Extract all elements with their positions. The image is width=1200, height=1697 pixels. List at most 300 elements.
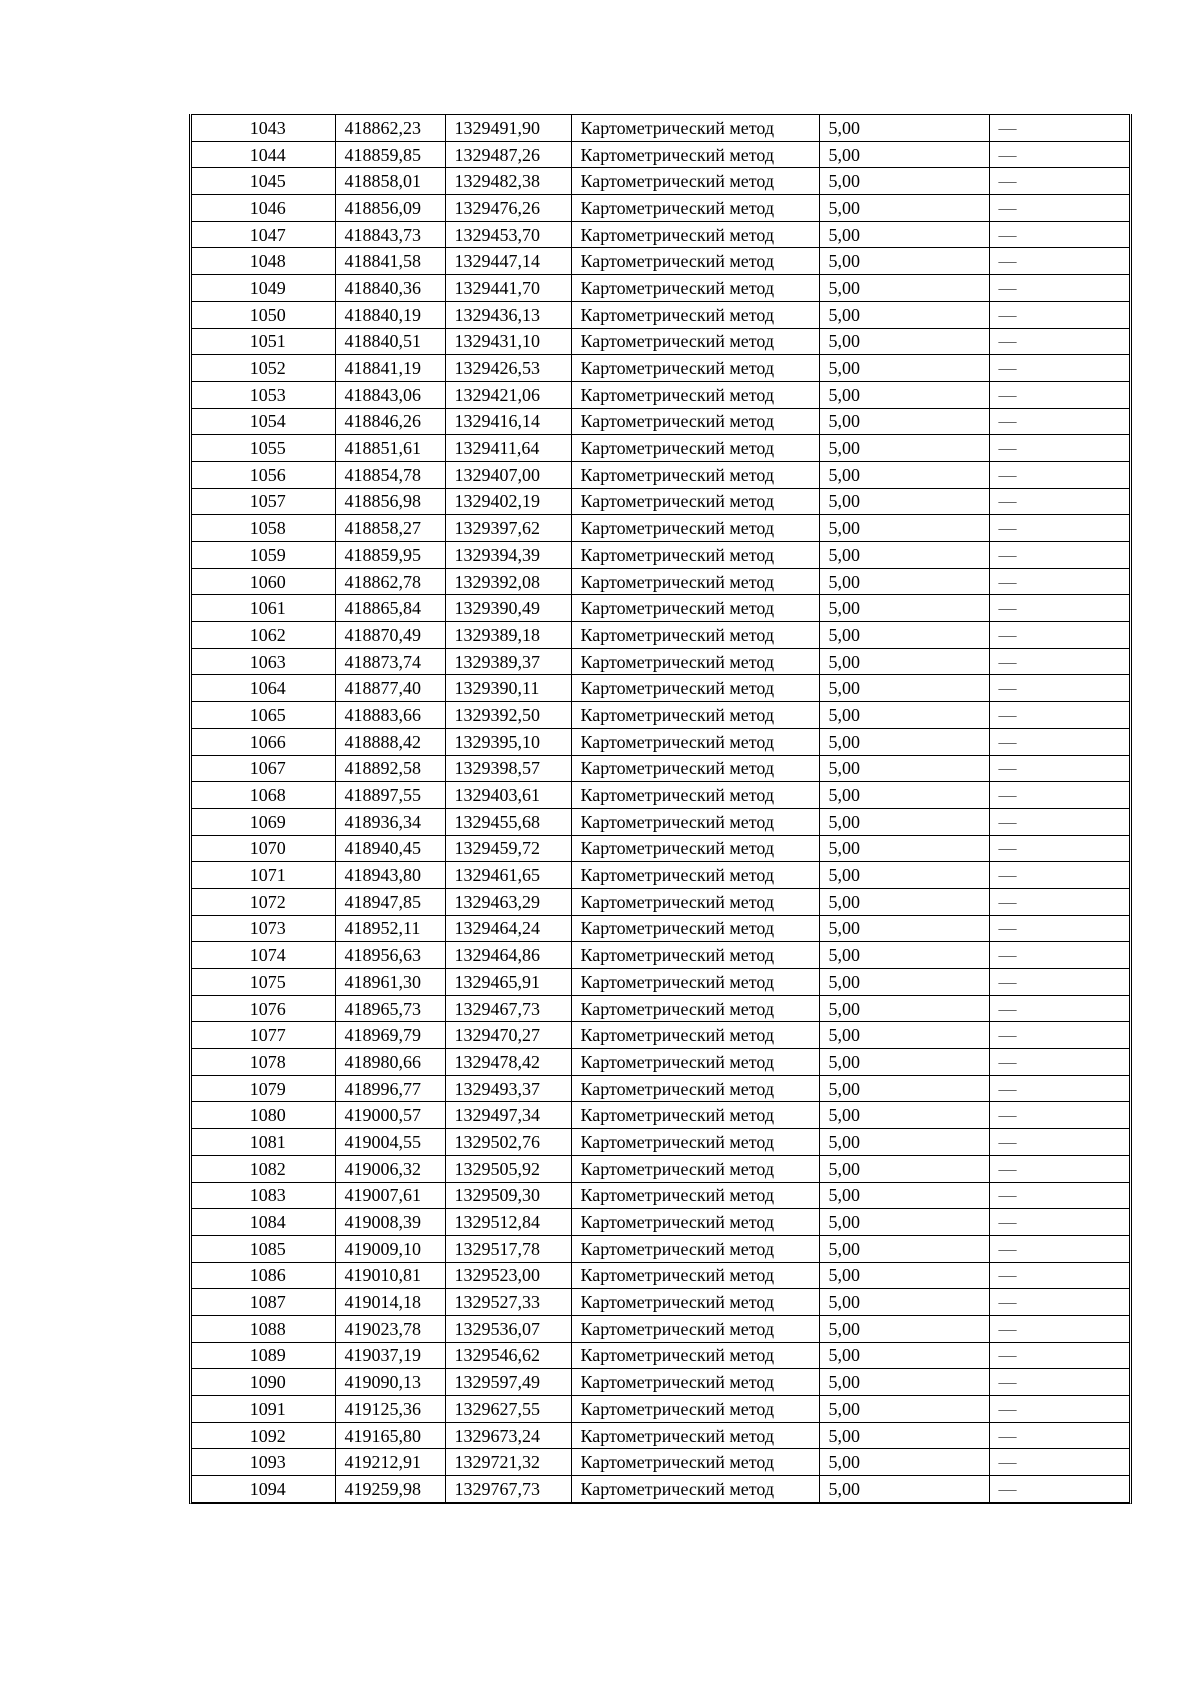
y-coordinate-cell: 1329491,90 [445,115,571,142]
method-cell: Картометрический метод [571,915,819,942]
x-coordinate-cell: 419006,32 [335,1155,445,1182]
y-coordinate-cell: 1329394,39 [445,542,571,569]
x-coordinate-cell: 418862,78 [335,568,445,595]
method-cell: Картометрический метод [571,1289,819,1316]
table-row [192,542,1129,569]
y-coordinate-cell: 1329431,10 [445,328,571,355]
accuracy-cell: 5,00 [819,568,989,595]
table-row [192,1102,1129,1129]
point-number-cell: 1056 [192,461,335,488]
method-cell: Картометрический метод [571,141,819,168]
table-row [192,275,1129,302]
point-number-cell: 1058 [192,515,335,542]
description-cell: — [989,1476,1129,1503]
y-coordinate-cell: 1329464,86 [445,942,571,969]
y-coordinate-cell: 1329463,29 [445,888,571,915]
accuracy-cell: 5,00 [819,1262,989,1289]
table-row [192,408,1129,435]
table-row [192,835,1129,862]
x-coordinate-cell: 419004,55 [335,1129,445,1156]
method-cell: Картометрический метод [571,1182,819,1209]
table-row [192,1449,1129,1476]
x-coordinate-cell: 418843,06 [335,381,445,408]
point-number-cell: 1064 [192,675,335,702]
table-row [192,115,1129,142]
accuracy-cell: 5,00 [819,888,989,915]
description-cell: — [989,141,1129,168]
y-coordinate-cell: 1329459,72 [445,835,571,862]
point-number-cell: 1057 [192,488,335,515]
y-coordinate-cell: 1329403,61 [445,782,571,809]
point-number-cell: 1081 [192,1129,335,1156]
accuracy-cell: 5,00 [819,1235,989,1262]
accuracy-cell: 5,00 [819,1289,989,1316]
method-cell: Картометрический метод [571,301,819,328]
point-number-cell: 1094 [192,1476,335,1503]
y-coordinate-cell: 1329487,26 [445,141,571,168]
x-coordinate-cell: 418943,80 [335,862,445,889]
description-cell: — [989,195,1129,222]
accuracy-cell: 5,00 [819,1102,989,1129]
description-cell: — [989,221,1129,248]
description-cell: — [989,648,1129,675]
x-coordinate-cell: 418841,19 [335,355,445,382]
table-row [192,675,1129,702]
method-cell: Картометрический метод [571,1422,819,1449]
point-number-cell: 1052 [192,355,335,382]
y-coordinate-cell: 1329398,57 [445,755,571,782]
accuracy-cell: 5,00 [819,488,989,515]
table-row [192,1315,1129,1342]
table-row [192,1155,1129,1182]
x-coordinate-cell: 418947,85 [335,888,445,915]
x-coordinate-cell: 418858,01 [335,168,445,195]
y-coordinate-cell: 1329392,08 [445,568,571,595]
description-cell: — [989,355,1129,382]
method-cell: Картометрический метод [571,1209,819,1236]
point-number-cell: 1079 [192,1075,335,1102]
x-coordinate-cell: 418969,79 [335,1022,445,1049]
accuracy-cell: 5,00 [819,515,989,542]
table-row [192,1369,1129,1396]
description-cell: — [989,488,1129,515]
table-row [192,355,1129,382]
y-coordinate-cell: 1329390,49 [445,595,571,622]
y-coordinate-cell: 1329416,14 [445,408,571,435]
y-coordinate-cell: 1329447,14 [445,248,571,275]
point-number-cell: 1067 [192,755,335,782]
point-number-cell: 1073 [192,915,335,942]
x-coordinate-cell: 418840,51 [335,328,445,355]
accuracy-cell: 5,00 [819,782,989,809]
description-cell: — [989,1102,1129,1129]
table-row [192,782,1129,809]
description-cell: — [989,675,1129,702]
method-cell: Картометрический метод [571,888,819,915]
table-row [192,568,1129,595]
description-cell: — [989,248,1129,275]
point-number-cell: 1044 [192,141,335,168]
table-row [192,915,1129,942]
y-coordinate-cell: 1329392,50 [445,702,571,729]
table-row [192,515,1129,542]
description-cell: — [989,1235,1129,1262]
y-coordinate-cell: 1329402,19 [445,488,571,515]
y-coordinate-cell: 1329464,24 [445,915,571,942]
method-cell: Картометрический метод [571,1022,819,1049]
method-cell: Картометрический метод [571,622,819,649]
description-cell: — [989,862,1129,889]
description-cell: — [989,568,1129,595]
description-cell: — [989,1342,1129,1369]
y-coordinate-cell: 1329441,70 [445,275,571,302]
y-coordinate-cell: 1329497,34 [445,1102,571,1129]
point-number-cell: 1066 [192,728,335,755]
accuracy-cell: 5,00 [819,301,989,328]
point-number-cell: 1085 [192,1235,335,1262]
description-cell: — [989,1182,1129,1209]
description-cell: — [989,728,1129,755]
description-cell: — [989,835,1129,862]
description-cell: — [989,1422,1129,1449]
y-coordinate-cell: 1329767,73 [445,1476,571,1503]
y-coordinate-cell: 1329546,62 [445,1342,571,1369]
description-cell: — [989,542,1129,569]
point-number-cell: 1086 [192,1262,335,1289]
table-row [192,488,1129,515]
method-cell: Картометрический метод [571,408,819,435]
x-coordinate-cell: 419007,61 [335,1182,445,1209]
y-coordinate-cell: 1329407,00 [445,461,571,488]
x-coordinate-cell: 418854,78 [335,461,445,488]
accuracy-cell: 5,00 [819,1422,989,1449]
x-coordinate-cell: 418862,23 [335,115,445,142]
point-number-cell: 1077 [192,1022,335,1049]
accuracy-cell: 5,00 [819,248,989,275]
method-cell: Картометрический метод [571,728,819,755]
description-cell: — [989,1369,1129,1396]
description-cell: — [989,782,1129,809]
table-row [192,808,1129,835]
table-row [192,1476,1129,1503]
table-row [192,248,1129,275]
table-row [192,702,1129,729]
accuracy-cell: 5,00 [819,221,989,248]
table-row [192,728,1129,755]
accuracy-cell: 5,00 [819,1342,989,1369]
x-coordinate-cell: 418965,73 [335,995,445,1022]
description-cell: — [989,1449,1129,1476]
method-cell: Картометрический метод [571,221,819,248]
y-coordinate-cell: 1329512,84 [445,1209,571,1236]
description-cell: — [989,755,1129,782]
table-row [192,969,1129,996]
y-coordinate-cell: 1329470,27 [445,1022,571,1049]
x-coordinate-cell: 418859,85 [335,141,445,168]
description-cell: — [989,115,1129,142]
point-number-cell: 1045 [192,168,335,195]
y-coordinate-cell: 1329461,65 [445,862,571,889]
y-coordinate-cell: 1329527,33 [445,1289,571,1316]
description-cell: — [989,995,1129,1022]
y-coordinate-cell: 1329465,91 [445,969,571,996]
x-coordinate-cell: 418873,74 [335,648,445,675]
table-row [192,648,1129,675]
point-number-cell: 1059 [192,542,335,569]
method-cell: Картометрический метод [571,275,819,302]
accuracy-cell: 5,00 [819,648,989,675]
point-number-cell: 1069 [192,808,335,835]
x-coordinate-cell: 418961,30 [335,969,445,996]
description-cell: — [989,808,1129,835]
accuracy-cell: 5,00 [819,969,989,996]
accuracy-cell: 5,00 [819,675,989,702]
table-row [192,168,1129,195]
x-coordinate-cell: 418856,09 [335,195,445,222]
method-cell: Картометрический метод [571,969,819,996]
point-number-cell: 1076 [192,995,335,1022]
method-cell: Картометрический метод [571,328,819,355]
accuracy-cell: 5,00 [819,1182,989,1209]
x-coordinate-cell: 419165,80 [335,1422,445,1449]
x-coordinate-cell: 418865,84 [335,595,445,622]
x-coordinate-cell: 418840,19 [335,301,445,328]
y-coordinate-cell: 1329478,42 [445,1049,571,1076]
x-coordinate-cell: 419000,57 [335,1102,445,1129]
accuracy-cell: 5,00 [819,915,989,942]
method-cell: Картометрический метод [571,1235,819,1262]
x-coordinate-cell: 418940,45 [335,835,445,862]
method-cell: Картометрический метод [571,808,819,835]
accuracy-cell: 5,00 [819,1315,989,1342]
method-cell: Картометрический метод [571,355,819,382]
method-cell: Картометрический метод [571,1369,819,1396]
table-row [192,1422,1129,1449]
point-number-cell: 1055 [192,435,335,462]
x-coordinate-cell: 419008,39 [335,1209,445,1236]
accuracy-cell: 5,00 [819,755,989,782]
method-cell: Картометрический метод [571,115,819,142]
x-coordinate-cell: 418888,42 [335,728,445,755]
method-cell: Картометрический метод [571,1129,819,1156]
accuracy-cell: 5,00 [819,275,989,302]
accuracy-cell: 5,00 [819,862,989,889]
point-number-cell: 1048 [192,248,335,275]
accuracy-cell: 5,00 [819,1209,989,1236]
point-number-cell: 1043 [192,115,335,142]
table-row [192,622,1129,649]
point-number-cell: 1087 [192,1289,335,1316]
y-coordinate-cell: 1329389,37 [445,648,571,675]
method-cell: Картометрический метод [571,1315,819,1342]
point-number-cell: 1083 [192,1182,335,1209]
point-number-cell: 1071 [192,862,335,889]
table-row [192,888,1129,915]
method-cell: Картометрический метод [571,942,819,969]
accuracy-cell: 5,00 [819,835,989,862]
point-number-cell: 1053 [192,381,335,408]
x-coordinate-cell: 419037,19 [335,1342,445,1369]
y-coordinate-cell: 1329453,70 [445,221,571,248]
y-coordinate-cell: 1329673,24 [445,1422,571,1449]
x-coordinate-cell: 419009,10 [335,1235,445,1262]
table-row [192,862,1129,889]
x-coordinate-cell: 419023,78 [335,1315,445,1342]
description-cell: — [989,702,1129,729]
y-coordinate-cell: 1329411,64 [445,435,571,462]
y-coordinate-cell: 1329509,30 [445,1182,571,1209]
accuracy-cell: 5,00 [819,1129,989,1156]
table-row [192,1262,1129,1289]
accuracy-cell: 5,00 [819,1449,989,1476]
point-number-cell: 1078 [192,1049,335,1076]
method-cell: Картометрический метод [571,515,819,542]
table-row [192,595,1129,622]
x-coordinate-cell: 419010,81 [335,1262,445,1289]
y-coordinate-cell: 1329721,32 [445,1449,571,1476]
method-cell: Картометрический метод [571,542,819,569]
point-number-cell: 1062 [192,622,335,649]
method-cell: Картометрический метод [571,168,819,195]
method-cell: Картометрический метод [571,862,819,889]
table-row [192,1289,1129,1316]
description-cell: — [989,1129,1129,1156]
x-coordinate-cell: 418936,34 [335,808,445,835]
method-cell: Картометрический метод [571,995,819,1022]
accuracy-cell: 5,00 [819,1049,989,1076]
y-coordinate-cell: 1329467,73 [445,995,571,1022]
x-coordinate-cell: 418996,77 [335,1075,445,1102]
x-coordinate-cell: 418840,36 [335,275,445,302]
description-cell: — [989,168,1129,195]
x-coordinate-cell: 418846,26 [335,408,445,435]
description-cell: — [989,1209,1129,1236]
accuracy-cell: 5,00 [819,141,989,168]
y-coordinate-cell: 1329455,68 [445,808,571,835]
method-cell: Картометрический метод [571,1075,819,1102]
accuracy-cell: 5,00 [819,1155,989,1182]
x-coordinate-cell: 418859,95 [335,542,445,569]
point-number-cell: 1080 [192,1102,335,1129]
point-number-cell: 1088 [192,1315,335,1342]
method-cell: Картометрический метод [571,381,819,408]
x-coordinate-cell: 419125,36 [335,1396,445,1423]
point-number-cell: 1047 [192,221,335,248]
method-cell: Картометрический метод [571,1476,819,1503]
table-row [192,1235,1129,1262]
method-cell: Картометрический метод [571,435,819,462]
point-number-cell: 1060 [192,568,335,595]
y-coordinate-cell: 1329523,00 [445,1262,571,1289]
description-cell: — [989,515,1129,542]
table-row [192,995,1129,1022]
accuracy-cell: 5,00 [819,1396,989,1423]
accuracy-cell: 5,00 [819,995,989,1022]
y-coordinate-cell: 1329397,62 [445,515,571,542]
description-cell: — [989,1262,1129,1289]
point-number-cell: 1092 [192,1422,335,1449]
point-number-cell: 1068 [192,782,335,809]
table-row [192,141,1129,168]
method-cell: Картометрический метод [571,248,819,275]
y-coordinate-cell: 1329421,06 [445,381,571,408]
description-cell: — [989,942,1129,969]
accuracy-cell: 5,00 [819,542,989,569]
table-row [192,755,1129,782]
y-coordinate-cell: 1329436,13 [445,301,571,328]
accuracy-cell: 5,00 [819,195,989,222]
point-number-cell: 1082 [192,1155,335,1182]
table-row [192,1022,1129,1049]
x-coordinate-cell: 419259,98 [335,1476,445,1503]
table-row [192,301,1129,328]
x-coordinate-cell: 418952,11 [335,915,445,942]
method-cell: Картометрический метод [571,1342,819,1369]
method-cell: Картометрический метод [571,648,819,675]
method-cell: Картометрический метод [571,488,819,515]
method-cell: Картометрический метод [571,702,819,729]
description-cell: — [989,1022,1129,1049]
point-number-cell: 1089 [192,1342,335,1369]
y-coordinate-cell: 1329502,76 [445,1129,571,1156]
description-cell: — [989,915,1129,942]
description-cell: — [989,1049,1129,1076]
accuracy-cell: 5,00 [819,1022,989,1049]
method-cell: Картометрический метод [571,675,819,702]
y-coordinate-cell: 1329476,26 [445,195,571,222]
point-number-cell: 1049 [192,275,335,302]
description-cell: — [989,622,1129,649]
method-cell: Картометрический метод [571,595,819,622]
point-number-cell: 1091 [192,1396,335,1423]
table-row [192,435,1129,462]
x-coordinate-cell: 418956,63 [335,942,445,969]
x-coordinate-cell: 419090,13 [335,1369,445,1396]
method-cell: Картометрический метод [571,1396,819,1423]
description-cell: — [989,1155,1129,1182]
y-coordinate-cell: 1329390,11 [445,675,571,702]
accuracy-cell: 5,00 [819,355,989,382]
x-coordinate-cell: 418877,40 [335,675,445,702]
point-number-cell: 1090 [192,1369,335,1396]
y-coordinate-cell: 1329493,37 [445,1075,571,1102]
x-coordinate-cell: 419212,91 [335,1449,445,1476]
coordinates-table-body [192,115,1129,1503]
description-cell: — [989,1396,1129,1423]
y-coordinate-cell: 1329505,92 [445,1155,571,1182]
method-cell: Картометрический метод [571,1102,819,1129]
description-cell: — [989,435,1129,462]
method-cell: Картометрический метод [571,1262,819,1289]
y-coordinate-cell: 1329597,49 [445,1369,571,1396]
x-coordinate-cell: 418883,66 [335,702,445,729]
accuracy-cell: 5,00 [819,435,989,462]
y-coordinate-cell: 1329395,10 [445,728,571,755]
method-cell: Картометрический метод [571,782,819,809]
accuracy-cell: 5,00 [819,728,989,755]
x-coordinate-cell: 418892,58 [335,755,445,782]
method-cell: Картометрический метод [571,1049,819,1076]
table-row [192,1396,1129,1423]
description-cell: — [989,408,1129,435]
description-cell: — [989,381,1129,408]
accuracy-cell: 5,00 [819,115,989,142]
x-coordinate-cell: 419014,18 [335,1289,445,1316]
description-cell: — [989,1315,1129,1342]
point-number-cell: 1072 [192,888,335,915]
accuracy-cell: 5,00 [819,595,989,622]
table-row [192,1049,1129,1076]
